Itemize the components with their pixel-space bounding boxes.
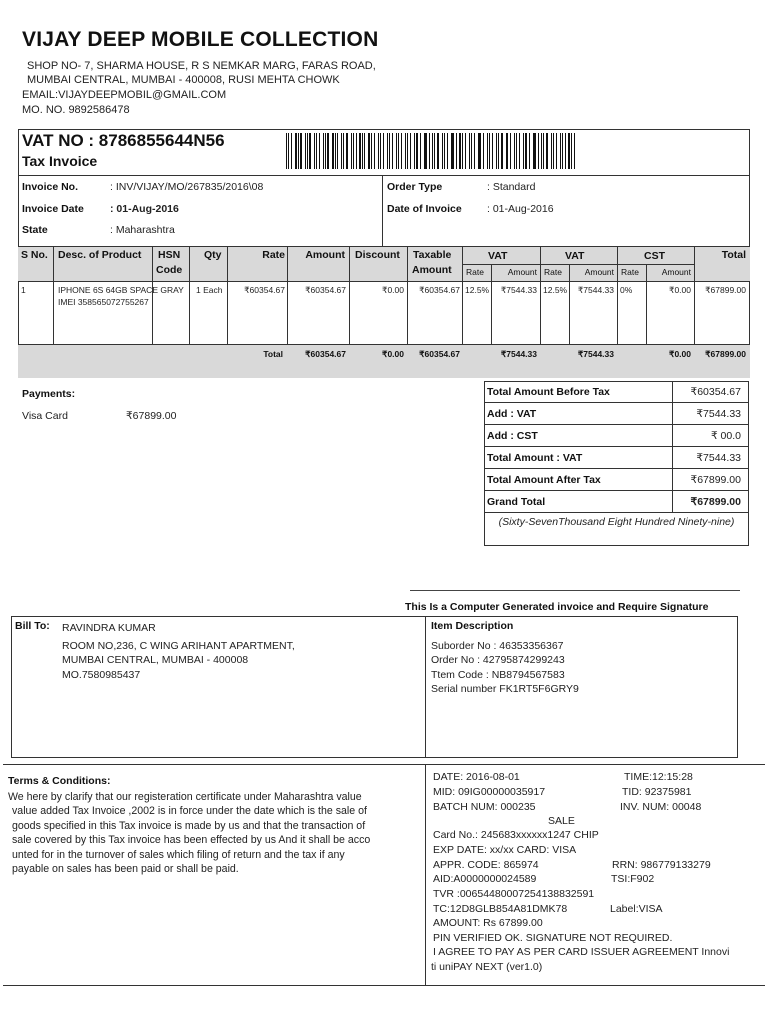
barcode-bar	[507, 133, 508, 169]
barcode-bar	[538, 133, 539, 169]
barcode-bar	[543, 133, 544, 169]
summary-row-label: Total Amount Before Tax	[487, 386, 610, 398]
receipt-label: Label:VISA	[610, 903, 663, 915]
col-qty: Qty	[204, 249, 222, 261]
receipt-tvr: TVR :00654480007254138832591	[433, 888, 595, 900]
receipt-exp: EXP DATE: xx/xx CARD: VISA	[433, 844, 577, 856]
col-vat1-rate: Rate	[466, 267, 484, 277]
barcode-bar	[562, 133, 563, 169]
barcode-bar	[489, 133, 490, 169]
totals-vat2: ₹7544.33	[577, 349, 614, 359]
receipt-time: TIME:12:15:28	[624, 771, 693, 783]
summary-row	[484, 447, 749, 469]
summary-row-value: ₹7544.33	[696, 452, 741, 464]
barcode-bar	[341, 133, 342, 169]
totals-total: ₹67899.00	[705, 349, 746, 359]
barcode-bar	[525, 133, 527, 169]
col-amount: Amount	[305, 249, 345, 261]
col-taxable: Taxable	[413, 249, 452, 261]
row-qty: 1 Each	[196, 285, 223, 295]
col-vat2-amount: Amount	[584, 267, 614, 277]
barcode-bar	[295, 133, 297, 169]
row-cst-amount: ₹0.00	[669, 285, 691, 295]
receipt-inv-num: INV. NUM: 00048	[620, 801, 702, 813]
col-hsn: HSN	[158, 249, 181, 261]
barcode-bar	[523, 133, 524, 169]
barcode-bar	[452, 133, 453, 169]
barcode-bar	[553, 133, 554, 169]
col-vat1-amount: Amount	[507, 267, 537, 277]
summary-row-label: Add : VAT	[487, 408, 537, 420]
document-title: Tax Invoice	[22, 153, 98, 169]
barcode-bar	[286, 133, 287, 169]
terms-line-4: sale covered by this Tax invoice has been effected by us And it shall be acco	[12, 834, 371, 846]
barcode-bar	[447, 133, 448, 169]
barcode-bar	[410, 133, 411, 169]
barcode-bar	[371, 133, 372, 169]
barcode-bar	[459, 133, 461, 169]
summary-row-label: Total Amount : VAT	[487, 452, 583, 464]
invoice-no-value: : INV/VIJAY/MO/267835/2016\08	[110, 181, 264, 193]
col-cst-rate: Rate	[621, 267, 639, 277]
barcode-bar	[451, 133, 452, 169]
barcode-bar	[316, 133, 317, 169]
receipt-agree-line2: ti uniPAY NEXT (ver1.0)	[431, 961, 543, 973]
shop-address-line2: MUMBAI CENTRAL, MUMBAI - 400008, RUSI MEHTA CHOWK	[27, 74, 340, 86]
order-type-value: : Standard	[487, 181, 536, 193]
receipt-tid: TID: 92375981	[622, 786, 692, 798]
barcode-bar	[516, 133, 517, 169]
barcode-bar	[383, 133, 384, 169]
barcode-bar	[300, 133, 301, 169]
barcode-bar	[541, 133, 542, 169]
barcode-bar	[314, 133, 315, 169]
barcode-bar	[401, 133, 402, 169]
barcode-bar	[325, 133, 326, 169]
barcode-bar	[546, 133, 548, 169]
barcode-bar	[359, 133, 360, 169]
col-taxable-amount: Amount	[412, 264, 452, 276]
barcode-bar	[479, 133, 481, 169]
barcode-bar	[483, 133, 484, 169]
signature-line	[410, 590, 740, 591]
summary-row-value: ₹67899.00	[690, 496, 741, 508]
row-desc-line2: IMEI 358565072755267	[58, 297, 149, 307]
barcode-bar	[496, 133, 497, 169]
summary-row-value: ₹67899.00	[690, 474, 741, 486]
row-vat1-rate: 12.5%	[465, 285, 490, 295]
barcode-bar	[420, 133, 421, 169]
barcode-bar	[380, 133, 381, 169]
summary-row-label: Add : CST	[487, 430, 538, 442]
barcode-bar	[565, 133, 566, 169]
barcode-bar	[432, 133, 433, 169]
receipt-card-no: Card No.: 245683xxxxxx1247 CHIP	[433, 829, 599, 841]
payments-title: Payments:	[22, 388, 76, 400]
invoice-date-label: Invoice Date	[22, 203, 84, 215]
barcode-bar	[307, 133, 308, 169]
summary-row-value: ₹7544.33	[696, 408, 741, 420]
receipt-aid: AID:A0000000024589	[433, 873, 537, 885]
row-sno: 1	[21, 285, 26, 295]
summary-row-label: Grand Total	[487, 496, 546, 508]
barcode-bar	[378, 133, 379, 169]
vat-number: VAT NO : 8786855644N56	[22, 131, 225, 150]
col-hsn-code: Code	[156, 264, 183, 276]
barcode-bar	[429, 133, 430, 169]
barcode-bar	[437, 133, 439, 169]
barcode-bar	[474, 133, 475, 169]
barcode-bar	[337, 133, 338, 169]
barcode-bar	[456, 133, 457, 169]
summary-row	[484, 469, 749, 491]
summary-row-label: Total Amount After Tax	[487, 474, 601, 486]
row-vat1-amount: ₹7544.33	[500, 285, 537, 295]
barcode-bar	[309, 133, 311, 169]
barcode-bar	[434, 133, 435, 169]
terms-line-1: We here by clarify that our registeration certificate under Maharashtra value	[8, 791, 362, 803]
barcode-bar	[442, 133, 443, 169]
barcode-bar	[407, 133, 408, 169]
barcode-bar	[392, 133, 394, 169]
barcode-bar	[414, 133, 415, 169]
row-vat2-amount: ₹7544.33	[577, 285, 614, 295]
col-discount: Discount	[355, 249, 400, 261]
terms-line-6: payable on sales has been paid or shall be paid.	[12, 863, 239, 875]
bill-to-line1: ROOM NO,236, C WING ARIHANT APARTMENT,	[62, 640, 295, 652]
barcode-bar	[529, 133, 530, 169]
bill-to-label: Bill To:	[15, 620, 50, 632]
barcode-bar	[571, 133, 572, 169]
totals-cst: ₹0.00	[669, 349, 691, 359]
barcode-bar	[398, 133, 399, 169]
barcode-bar	[416, 133, 418, 169]
barcode-bar	[374, 133, 375, 169]
barcode-bar	[364, 133, 365, 169]
col-vat-2: VAT	[565, 250, 585, 262]
receipt-amount: AMOUNT: Rs 67899.00	[433, 917, 543, 929]
barcode-bar	[510, 133, 511, 169]
barcode-bar	[501, 133, 503, 169]
barcode-bar	[343, 133, 344, 169]
barcode-bar	[487, 133, 488, 169]
barcode-bar	[362, 133, 363, 169]
barcode-bar	[471, 133, 472, 169]
shop-name: VIJAY DEEP MOBILE COLLECTION	[22, 28, 379, 51]
payment-method: Visa Card	[22, 410, 68, 422]
barcode-bar	[556, 133, 557, 169]
barcode-bar	[425, 133, 426, 169]
barcode-bar	[356, 133, 357, 169]
barcode-bar	[533, 133, 534, 169]
summary-row	[484, 381, 749, 403]
barcode-bar	[305, 133, 306, 169]
totals-vat1: ₹7544.33	[500, 349, 537, 359]
invoice-date-value: : 01-Aug-2016	[110, 203, 179, 215]
suborder-no: Suborder No : 46353356367	[431, 640, 564, 652]
barcode-bar	[291, 133, 292, 169]
barcode-bar	[444, 133, 445, 169]
col-vat2-rate: Rate	[544, 267, 562, 277]
barcode-bar	[560, 133, 561, 169]
terms-line-5: unted for in the turnover of sales which filing of return and the tax if any	[12, 849, 345, 861]
barcode-bar	[506, 133, 507, 169]
row-vat2-rate: 12.5%	[543, 285, 568, 295]
barcode-bar	[519, 133, 520, 169]
totals-label: Total	[263, 349, 283, 359]
barcode-bar	[469, 133, 470, 169]
invoice-no-label: Invoice No.	[22, 181, 79, 193]
barcode-bar	[335, 133, 336, 169]
barcode-bar	[368, 133, 370, 169]
barcode-bar	[327, 133, 328, 169]
state-value: : Maharashtra	[110, 224, 175, 236]
receipt-batch: BATCH NUM: 000235	[433, 801, 536, 813]
barcode-bar	[332, 133, 334, 169]
bill-to-name: RAVINDRA KUMAR	[62, 622, 156, 634]
barcode-bar	[534, 133, 535, 169]
receipt-tc: TC:12D8GLB854A81DMK78	[433, 903, 568, 915]
col-vat-1: VAT	[488, 250, 508, 262]
row-desc-line1: IPHONE 6S 64GB SPACE GRAY	[58, 285, 184, 295]
barcode-bar	[465, 133, 466, 169]
barcode-bar	[551, 133, 552, 169]
ttem-code: Ttem Code : NB8794567583	[431, 669, 565, 681]
row-rate: ₹60354.67	[244, 285, 285, 295]
order-type-label: Order Type	[387, 181, 443, 193]
order-no: Order No : 42795874299243	[431, 654, 565, 666]
receipt-date: DATE: 2016-08-01	[433, 771, 520, 783]
shop-email: EMAIL:VIJAYDEEPMOBIL@GMAIL.COM	[22, 89, 227, 101]
amount-in-words: (Sixty-SevenThousand Eight Hundred Ninety-nine)	[498, 516, 735, 528]
date-of-invoice-value: : 01-Aug-2016	[487, 203, 554, 215]
barcode-bar	[389, 133, 390, 169]
barcode-bar	[288, 133, 289, 169]
receipt-appr: APPR. CODE: 865974	[433, 859, 539, 871]
col-cst: CST	[644, 250, 665, 262]
receipt-pin: PIN VERIFIED OK. SIGNATURE NOT REQUIRED.	[433, 932, 673, 944]
barcode-bar	[478, 133, 479, 169]
barcode-bar	[346, 133, 348, 169]
col-desc: Desc. of Product	[58, 249, 142, 261]
barcode-bar	[424, 133, 425, 169]
payment-amount: ₹67899.00	[126, 410, 177, 422]
terms-title: Terms & Conditions:	[8, 775, 111, 787]
barcode-bar	[387, 133, 388, 169]
receipt-agree-line1: I AGREE TO PAY AS PER CARD ISSUER AGREEMENT Innovi	[433, 946, 730, 958]
barcode-bar	[353, 133, 354, 169]
barcode-bar	[319, 133, 320, 169]
bill-to-box	[11, 616, 738, 758]
barcode-bar	[514, 133, 515, 169]
shop-address-line1: SHOP NO- 7, SHARMA HOUSE, R S NEMKAR MARG, FARAS ROAD,	[27, 60, 376, 72]
col-rate: Rate	[262, 249, 285, 261]
receipt-tsi: TSI:F902	[611, 873, 655, 885]
receipt-sale: SALE	[548, 815, 575, 827]
barcode-bar	[351, 133, 352, 169]
barcode-bar	[574, 133, 575, 169]
col-sno: S No.	[21, 249, 48, 261]
bill-to-line2: MUMBAI CENTRAL, MUMBAI - 400008	[62, 654, 249, 666]
row-taxable: ₹60354.67	[419, 285, 460, 295]
terms-line-3: goods specified in this Tax invoice is made by us and that the transaction of	[12, 820, 366, 832]
item-description-title: Item Description	[431, 620, 514, 632]
totals-amount: ₹60354.67	[305, 349, 346, 359]
barcode-bar	[462, 133, 463, 169]
row-cst-rate: 0%	[620, 285, 633, 295]
totals-discount: ₹0.00	[382, 349, 404, 359]
barcode-bar	[498, 133, 499, 169]
row-discount: ₹0.00	[382, 285, 404, 295]
summary-row	[484, 403, 749, 425]
barcode-bar	[492, 133, 493, 169]
barcode-bar	[568, 133, 570, 169]
terms-line-2: value added Tax Invoice ,2002 is in force under the date which is the sale of	[12, 805, 367, 817]
barcode-image	[286, 133, 578, 169]
summary-row-value: ₹ 00.0	[710, 430, 741, 442]
receipt-mid: MID: 09IG00000035917	[433, 786, 546, 798]
summary-row-value: ₹60354.67	[690, 386, 741, 398]
date-of-invoice-label: Date of Invoice	[387, 203, 462, 215]
serial-number: Serial number FK1RT5F6GRY9	[431, 683, 579, 695]
state-label: State	[22, 224, 48, 236]
summary-row	[484, 425, 749, 447]
row-amount: ₹60354.67	[305, 285, 346, 295]
col-total: Total	[721, 249, 746, 261]
barcode-bar	[396, 133, 397, 169]
barcode-bar	[323, 133, 324, 169]
barcode-bar	[405, 133, 406, 169]
shop-mobile: MO. NO. 9892586478	[22, 104, 130, 116]
bill-to-line3: MO.7580985437	[62, 669, 141, 681]
signature-note: This Is a Computer Generated invoice and Require Signature	[405, 601, 709, 613]
receipt-rrn: RRN: 986779133279	[612, 859, 711, 871]
row-total: ₹67899.00	[705, 285, 746, 295]
summary-row	[484, 491, 749, 513]
barcode-bar	[298, 133, 299, 169]
col-cst-amount: Amount	[661, 267, 691, 277]
totals-taxable: ₹60354.67	[419, 349, 460, 359]
